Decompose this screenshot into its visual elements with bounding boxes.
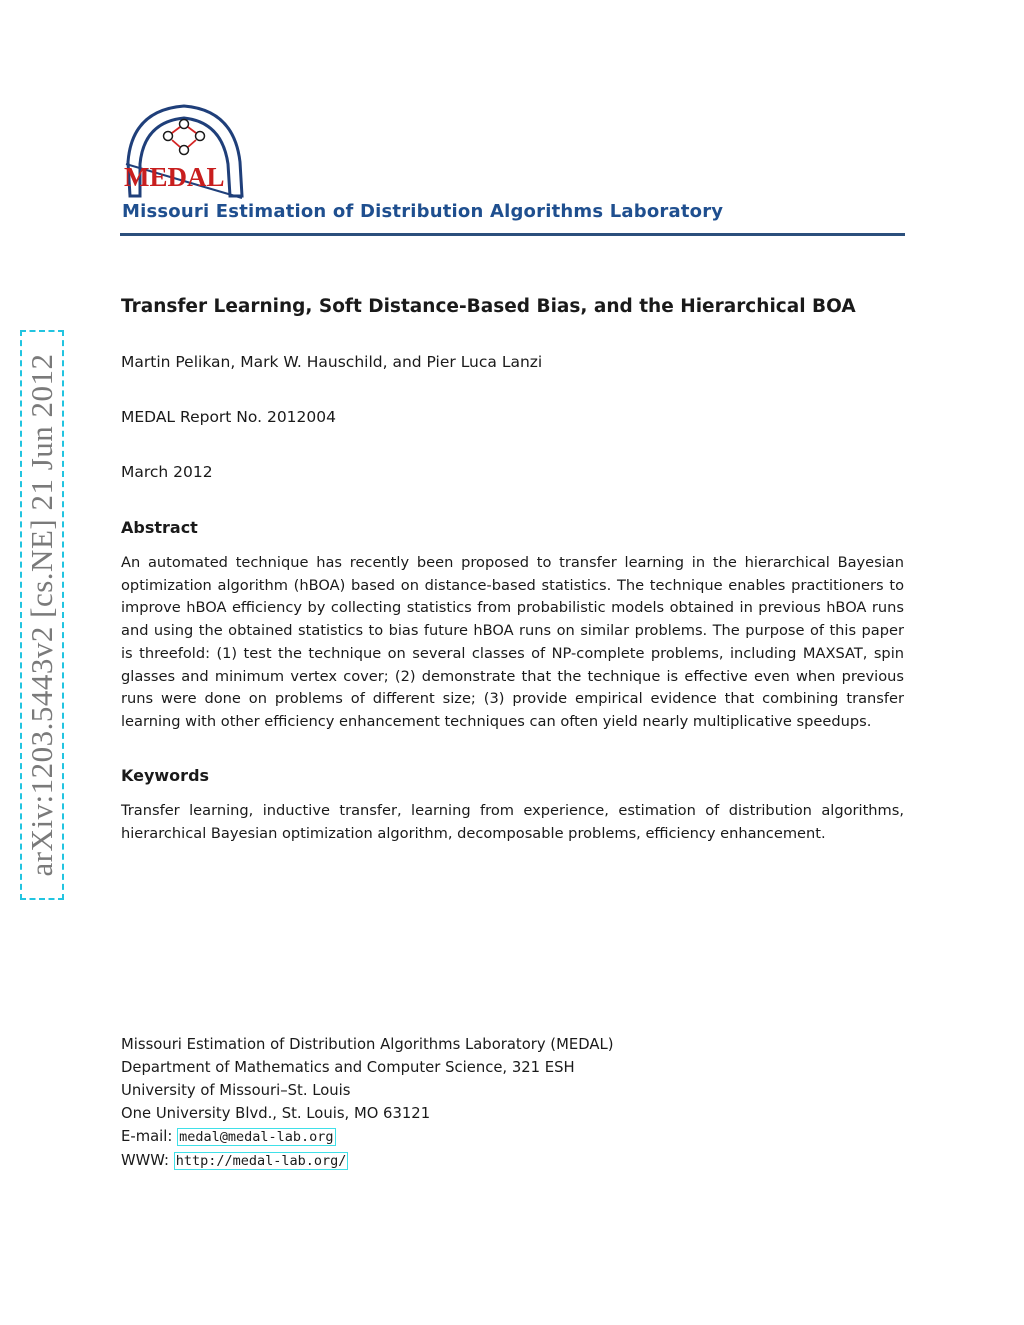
header-rule	[120, 233, 905, 236]
abstract-heading: Abstract	[121, 518, 198, 537]
keywords-text: Transfer learning, inductive transfer, learning from experience, estimation of distribution algorithms, hierarchical Bayesian optimization algorithm, decomposable problems, efficiency enhancement.	[121, 802, 904, 842]
address-line: Missouri Estimation of Distribution Algorithms Laboratory (MEDAL)	[121, 1036, 614, 1053]
email-label: E-mail:	[121, 1128, 178, 1145]
logo-text: MEDAL	[124, 162, 225, 192]
address-line: University of Missouri–St. Louis	[121, 1082, 351, 1099]
keywords-heading: Keywords	[121, 766, 210, 785]
abstract-text: An automated technique has recently been proposed to transfer learning in the hierarchical Bayesian optimization algorithm (hBOA) based on distance-based statistics. The technique enables practitioners to improve hBOA efficiency by collecting statistics from probabilistic models obtained in previous hBOA runs and using the obtained statistics to bias future hBOA runs on similar problems. The purpose of this paper is threefold: (1) test the technique on several classes of NP-complete problems, including MAXSAT, spin glasses and minimum vertex cover; (2) demonstrate that the technique is effective even when previous runs were done on problems of different size; (3) provide empirical evidence that combining transfer learning with other efficiency enhancement techniques can often yield nearly multiplicative speedups.	[121, 554, 904, 730]
arxiv-stamp[interactable]	[20, 330, 64, 900]
arxiv-identifier: arXiv:1203.5443v2 [cs.NE] 21 Jun 2012	[24, 353, 59, 877]
email-link[interactable]: medal@medal-lab.org	[179, 1129, 334, 1145]
contact-address	[121, 1033, 613, 1173]
address-line: Department of Mathematics and Computer Science, 321 ESH	[121, 1059, 575, 1076]
paper-title: Transfer Learning, Soft Distance-Based Bias, and the Hierarchical BOA	[121, 296, 856, 317]
report-date: March 2012	[121, 463, 213, 481]
www-row	[121, 1149, 613, 1173]
authors: Martin Pelikan, Mark W. Hauschild, and Pier Luca Lanzi	[121, 353, 543, 371]
www-label: WWW:	[121, 1152, 174, 1169]
medal-logo	[122, 102, 250, 202]
email-row	[121, 1125, 613, 1149]
address-line: One University Blvd., St. Louis, MO 63121	[121, 1105, 431, 1122]
lab-name: Missouri Estimation of Distribution Algorithms Laboratory	[122, 201, 724, 222]
website-link[interactable]: http://medal-lab.org/	[175, 1153, 347, 1169]
report-number: MEDAL Report No. 2012004	[121, 408, 336, 426]
